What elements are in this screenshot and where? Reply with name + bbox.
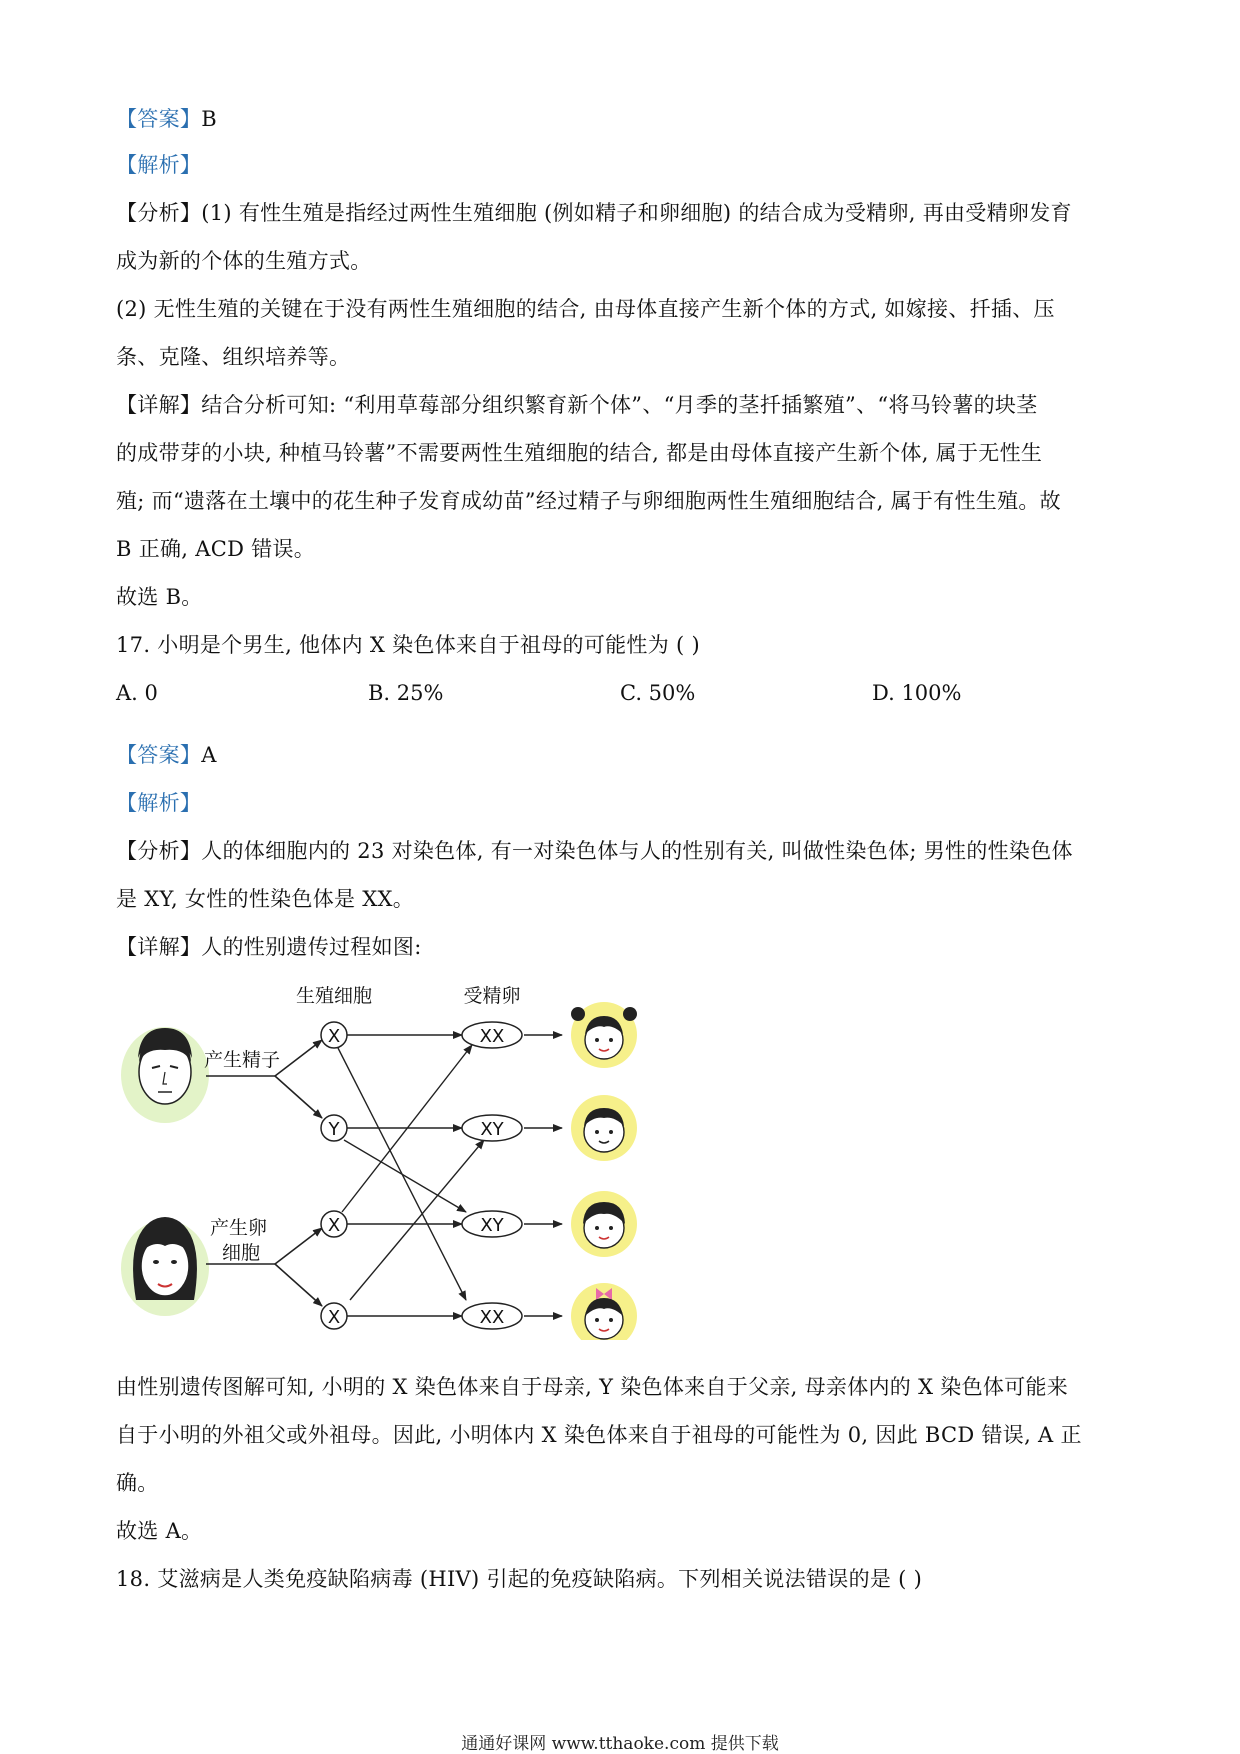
boy-face-icon-1 (571, 1095, 637, 1161)
sperm-x-label: X (327, 1026, 341, 1047)
girl-bow-face-icon (571, 1283, 637, 1340)
answer-value: A (201, 743, 217, 767)
q16-fenxi-2: 成为新的个体的生殖方式。 (116, 249, 372, 273)
q16-xiangjie-2: 的成带芽的小块, 种植马铃薯”不需要两性生殖细胞的结合, 都是由母体直接产生新个体, 属于无性生 (116, 441, 1043, 465)
sperm-y (321, 1115, 347, 1141)
q17-explain-3: 确。 (116, 1471, 159, 1495)
boy-face-icon-2 (571, 1191, 637, 1257)
answer-tag: 【答案】 (116, 107, 202, 131)
answer-value: B (201, 107, 217, 131)
mother-label-1: 产生卵 (210, 1217, 268, 1239)
q17-answer-line (116, 740, 1126, 770)
girl-face-icon (571, 1002, 637, 1068)
fenxi-tag: 【分析】 (116, 201, 202, 225)
sperm-y-label: Y (328, 1119, 340, 1140)
q17-question: 17. 小明是个男生, 他体内 X 染色体来自于祖母的可能性为 ( ) (116, 633, 700, 657)
zygote-xy-1-label: XY (480, 1119, 504, 1140)
xiangjie-text: 结合分析可知: “利用草莓部分组织繁育新个体”、“月季的茎扦插繁殖”、“将马铃薯的块茎 (201, 393, 1038, 417)
sperm-x (321, 1022, 347, 1048)
fenxi-text: (1) 有性生殖是指经过两性生殖细胞 (例如精子和卵细胞) 的结合成为受精卵, 再由受精卵发育 (201, 201, 1072, 225)
zygote-xy-2 (462, 1211, 522, 1237)
q16-fenxi-3: (2) 无性生殖的关键在于没有两性生殖细胞的结合, 由母体直接产生新个体的方式, 如嫁接、扦插、压 (116, 297, 1055, 321)
mother-label-2: 细胞 (222, 1242, 261, 1264)
q16-analysis-tag (116, 150, 1126, 180)
egg-x-1-label: X (327, 1215, 341, 1236)
xiangjie-tag: 【详解】 (116, 393, 202, 417)
xiangjie-tag: 【详解】 (116, 935, 202, 959)
zygote-xy-1 (462, 1115, 522, 1141)
father-label: 产生精子 (204, 1049, 281, 1071)
egg-x-2-label: X (327, 1307, 341, 1328)
header-gametes: 生殖细胞 (295, 985, 373, 1007)
q16-fenxi-1 (116, 198, 1126, 228)
xiangjie-text: 人的性别遗传过程如图: (201, 935, 422, 959)
zygote-xy-2-label: XY (480, 1215, 504, 1236)
q17-analysis-tag (116, 788, 1126, 818)
q17-fenxi-2: 是 XY, 女性的性染色体是 XX。 (116, 887, 415, 911)
egg-x-1 (321, 1211, 347, 1237)
q17-option-c: C. 50% (620, 681, 696, 705)
q16-xiangjie-3: 殖; 而“遗落在土壤中的花生种子发育成幼苗”经过精子与卵细胞两性生殖细胞结合, 属于有性生殖。故 (116, 489, 1061, 513)
q17-option-d: D. 100% (872, 681, 962, 705)
zygote-xx-2 (462, 1303, 522, 1329)
q16-xiangjie-1 (116, 390, 1126, 420)
q16-answer-line (116, 104, 1126, 134)
fenxi-tag: 【分析】 (116, 839, 202, 863)
q16-xiangjie-4: B 正确, ACD 错误。 (116, 537, 316, 561)
father-face-icon (121, 1027, 209, 1123)
q16-conclusion: 故选 B。 (116, 585, 203, 609)
q17-conclusion: 故选 A。 (116, 1519, 203, 1543)
mother-face-icon (121, 1217, 209, 1316)
q17-xiangjie-1 (116, 932, 1126, 962)
q17-option-b: B. 25% (368, 681, 444, 705)
q17-option-a: A. 0 (116, 681, 158, 705)
q18-question: 18. 艾滋病是人类免疫缺陷病毒 (HIV) 引起的免疫缺陷病。下列相关说法错误的是 ( ) (116, 1567, 923, 1591)
q17-explain-1: 由性别遗传图解可知, 小明的 X 染色体来自于母亲, Y 染色体来自于父亲, 母亲体内的 X 染色体可能来 (116, 1375, 1069, 1399)
page-footer: 通通好课网 www.tthaoke.com 提供下载 (461, 1734, 779, 1754)
header-zygotes: 受精卵 (463, 985, 521, 1007)
q17-explain-2: 自于小明的外祖父或外祖母。因此, 小明体内 X 染色体来自于祖母的可能性为 0, 因此 BCD 错误, A 正 (116, 1423, 1082, 1447)
q16-fenxi-4: 条、克隆、组织培养等。 (116, 345, 351, 369)
fenxi-text: 人的体细胞内的 23 对染色体, 有一对染色体与人的性别有关, 叫做性染色体; 男性的性染色体 (201, 839, 1073, 863)
analysis-tag: 【解析】 (116, 791, 202, 815)
sex-inheritance-diagram (110, 975, 670, 1340)
zygote-xx-1-label: XX (479, 1026, 505, 1047)
egg-x-2 (321, 1303, 347, 1329)
analysis-tag: 【解析】 (116, 153, 202, 177)
q17-fenxi-1 (116, 836, 1126, 866)
zygote-xx-1 (462, 1022, 522, 1048)
zygote-xx-2-label: XX (479, 1307, 505, 1328)
answer-tag: 【答案】 (116, 743, 202, 767)
